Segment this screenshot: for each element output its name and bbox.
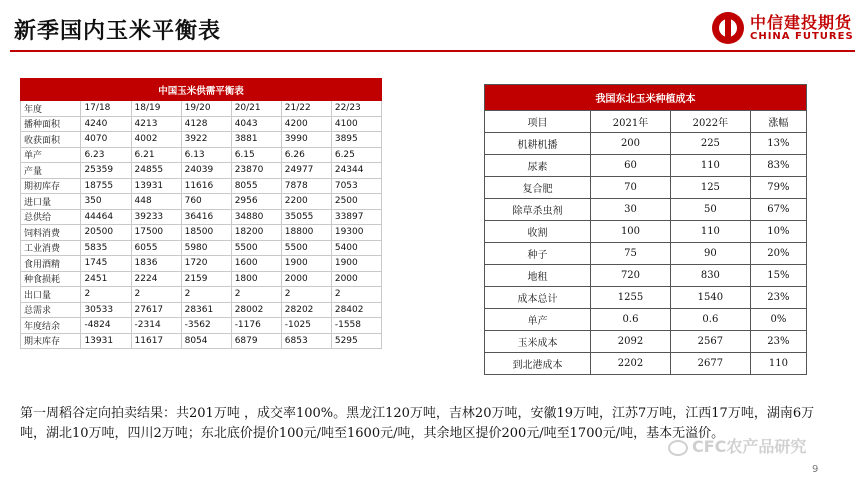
value-cell: 4070 — [81, 132, 131, 148]
row-label-cell: 出口量 — [21, 287, 81, 303]
table-row — [485, 265, 807, 287]
table2-title: 我国东北玉米种植成本 — [485, 85, 807, 111]
value-cell: 11616 — [181, 178, 231, 194]
value-cell: 27617 — [131, 302, 181, 318]
value-cell: 39233 — [131, 209, 181, 225]
value-cell: 225 — [670, 133, 750, 155]
table-row — [485, 353, 807, 375]
value-cell: 70 — [591, 177, 671, 199]
value-cell: 23% — [750, 287, 806, 309]
table-row — [21, 271, 382, 287]
value-cell: 1900 — [331, 256, 381, 272]
table-row — [485, 221, 807, 243]
value-cell: 5295 — [331, 333, 381, 349]
value-cell: 23870 — [231, 163, 281, 179]
logo-icon — [712, 12, 744, 44]
table-row — [485, 177, 807, 199]
row-label-cell: 进口量 — [21, 194, 81, 210]
row-label-cell: 期初库存 — [21, 178, 81, 194]
value-cell: 28361 — [181, 302, 231, 318]
table-row — [21, 178, 382, 194]
value-cell: 24855 — [131, 163, 181, 179]
table-row — [485, 155, 807, 177]
value-cell: 24977 — [281, 163, 331, 179]
value-cell: 60 — [591, 155, 671, 177]
value-cell: 79% — [750, 177, 806, 199]
value-cell: 6.23 — [81, 147, 131, 163]
value-cell: -1176 — [231, 318, 281, 334]
row-label-cell: 单产 — [21, 147, 81, 163]
page-number: 9 — [812, 464, 819, 475]
table-row — [21, 240, 382, 256]
row-label-cell: 项目 — [485, 111, 591, 133]
value-cell: 2 — [281, 287, 331, 303]
table-row — [485, 287, 807, 309]
value-cell: 6.25 — [331, 147, 381, 163]
row-label-cell: 产量 — [21, 163, 81, 179]
value-cell: 90 — [670, 243, 750, 265]
value-cell: 17/18 — [81, 101, 131, 117]
table-row — [485, 243, 807, 265]
table-row — [21, 116, 382, 132]
value-cell: 35055 — [281, 209, 331, 225]
value-cell: 1720 — [181, 256, 231, 272]
value-cell: 1745 — [81, 256, 131, 272]
row-label-cell: 年度结余 — [21, 318, 81, 334]
table-row — [485, 133, 807, 155]
table-row — [21, 225, 382, 241]
value-cell: 2224 — [131, 271, 181, 287]
value-cell: 2 — [81, 287, 131, 303]
value-cell: 28202 — [281, 302, 331, 318]
value-cell: 2000 — [281, 271, 331, 287]
value-cell: 7878 — [281, 178, 331, 194]
value-cell: 67% — [750, 199, 806, 221]
watermark — [668, 434, 806, 457]
value-cell: 44464 — [81, 209, 131, 225]
value-cell: 10% — [750, 221, 806, 243]
row-label-cell: 成本总计 — [485, 287, 591, 309]
table-row — [21, 287, 382, 303]
logo-en-text: CHINA FUTURES — [750, 31, 854, 42]
value-cell: 4128 — [181, 116, 231, 132]
table-row — [485, 309, 807, 331]
value-cell: 2 — [331, 287, 381, 303]
value-cell: 5500 — [281, 240, 331, 256]
value-cell: 2451 — [81, 271, 131, 287]
value-cell: 4100 — [331, 116, 381, 132]
value-cell: 0.6 — [670, 309, 750, 331]
value-cell: 4240 — [81, 116, 131, 132]
value-cell: 13931 — [81, 333, 131, 349]
value-cell: 2021年 — [591, 111, 671, 133]
value-cell: 4213 — [131, 116, 181, 132]
value-cell: 2092 — [591, 331, 671, 353]
value-cell: 21/22 — [281, 101, 331, 117]
value-cell: 2567 — [670, 331, 750, 353]
row-label-cell: 地租 — [485, 265, 591, 287]
table-row — [21, 147, 382, 163]
table-row — [21, 333, 382, 349]
value-cell: 18200 — [231, 225, 281, 241]
value-cell: 4043 — [231, 116, 281, 132]
value-cell: 6.26 — [281, 147, 331, 163]
auction-note: 第一周稻谷定向拍卖结果：共201万吨 ，成交率100%。黑龙江120万吨，吉林20万吨，安徽19万吨，江苏7万吨，江西17万吨，湖南6万吨，湖北10万吨，四川2万吨；东北底价提价100元/吨至1600元/吨，其余地区提价200元/吨至1700元/吨，基本无溢价。 — [20, 406, 815, 441]
wechat-icon — [668, 440, 688, 456]
row-label-cell: 总需求 — [21, 302, 81, 318]
title-rule — [10, 50, 855, 52]
value-cell: 19/20 — [181, 101, 231, 117]
value-cell: 30 — [591, 199, 671, 221]
table-row — [485, 199, 807, 221]
logo-cn-text: 中信建投期货 — [750, 13, 853, 32]
planting-cost-table — [484, 84, 807, 375]
value-cell: 20500 — [81, 225, 131, 241]
value-cell: 50 — [670, 199, 750, 221]
value-cell: 2677 — [670, 353, 750, 375]
value-cell: 2 — [131, 287, 181, 303]
watermark-text: CFC农产品研究 — [692, 437, 807, 456]
value-cell: 4002 — [131, 132, 181, 148]
value-cell: 5835 — [81, 240, 131, 256]
value-cell: 34880 — [231, 209, 281, 225]
row-label-cell: 收割 — [485, 221, 591, 243]
value-cell: 22/23 — [331, 101, 381, 117]
table-row — [21, 256, 382, 272]
row-label-cell: 收获面积 — [21, 132, 81, 148]
value-cell: 830 — [670, 265, 750, 287]
table-row — [21, 318, 382, 334]
value-cell: 110 — [750, 353, 806, 375]
value-cell: 0.6 — [591, 309, 671, 331]
table-row — [21, 163, 382, 179]
row-label-cell: 种子 — [485, 243, 591, 265]
value-cell: 18755 — [81, 178, 131, 194]
value-cell: 5980 — [181, 240, 231, 256]
value-cell: 11617 — [131, 333, 181, 349]
row-label-cell: 年度 — [21, 101, 81, 117]
value-cell: 6055 — [131, 240, 181, 256]
value-cell: 75 — [591, 243, 671, 265]
value-cell: 5500 — [231, 240, 281, 256]
value-cell: 3922 — [181, 132, 231, 148]
row-label-cell: 机耕机播 — [485, 133, 591, 155]
value-cell: 1800 — [231, 271, 281, 287]
row-label-cell: 播种面积 — [21, 116, 81, 132]
value-cell: 13931 — [131, 178, 181, 194]
company-logo — [712, 10, 862, 48]
row-label-cell: 食用酒精 — [21, 256, 81, 272]
row-label-cell: 饲料消费 — [21, 225, 81, 241]
value-cell: 2 — [231, 287, 281, 303]
value-cell: 200 — [591, 133, 671, 155]
value-cell: 110 — [670, 155, 750, 177]
value-cell: -2314 — [131, 318, 181, 334]
value-cell: 25359 — [81, 163, 131, 179]
row-label-cell: 期末库存 — [21, 333, 81, 349]
value-cell: 33897 — [331, 209, 381, 225]
row-label-cell: 除草杀虫剂 — [485, 199, 591, 221]
header-row — [21, 101, 382, 117]
value-cell: 3881 — [231, 132, 281, 148]
value-cell: 28002 — [231, 302, 281, 318]
value-cell: 110 — [670, 221, 750, 243]
value-cell: 720 — [591, 265, 671, 287]
value-cell: 13% — [750, 133, 806, 155]
value-cell: 2200 — [281, 194, 331, 210]
value-cell: 1900 — [281, 256, 331, 272]
value-cell: 7053 — [331, 178, 381, 194]
table-row — [485, 331, 807, 353]
value-cell: 83% — [750, 155, 806, 177]
row-label-cell: 单产 — [485, 309, 591, 331]
row-label-cell: 玉米成本 — [485, 331, 591, 353]
value-cell: 2202 — [591, 353, 671, 375]
row-label-cell: 工业消费 — [21, 240, 81, 256]
value-cell: 1600 — [231, 256, 281, 272]
table1-title: 中国玉米供需平衡表 — [21, 79, 382, 101]
value-cell: 1836 — [131, 256, 181, 272]
value-cell: 18500 — [181, 225, 231, 241]
value-cell: 3990 — [281, 132, 331, 148]
value-cell: 2956 — [231, 194, 281, 210]
row-label-cell: 复合肥 — [485, 177, 591, 199]
value-cell: 23% — [750, 331, 806, 353]
table-row — [21, 132, 382, 148]
value-cell: 125 — [670, 177, 750, 199]
header-row — [485, 111, 807, 133]
value-cell: 100 — [591, 221, 671, 243]
row-label-cell: 种食损耗 — [21, 271, 81, 287]
table-row — [21, 209, 382, 225]
value-cell: 24039 — [181, 163, 231, 179]
value-cell: 4200 — [281, 116, 331, 132]
value-cell: 350 — [81, 194, 131, 210]
value-cell: 涨幅 — [750, 111, 806, 133]
value-cell: -1025 — [281, 318, 331, 334]
row-label-cell: 总供给 — [21, 209, 81, 225]
value-cell: 2022年 — [670, 111, 750, 133]
value-cell: 20/21 — [231, 101, 281, 117]
value-cell: 448 — [131, 194, 181, 210]
value-cell: 8055 — [231, 178, 281, 194]
value-cell: 6.13 — [181, 147, 231, 163]
value-cell: 2159 — [181, 271, 231, 287]
value-cell: 3895 — [331, 132, 381, 148]
value-cell: 2 — [181, 287, 231, 303]
value-cell: 1540 — [670, 287, 750, 309]
value-cell: 20% — [750, 243, 806, 265]
value-cell: -3562 — [181, 318, 231, 334]
value-cell: 15% — [750, 265, 806, 287]
value-cell: 5400 — [331, 240, 381, 256]
value-cell: 760 — [181, 194, 231, 210]
value-cell: 2500 — [331, 194, 381, 210]
value-cell: 6.21 — [131, 147, 181, 163]
page-title: 新季国内玉米平衡表 — [14, 18, 222, 44]
value-cell: 19300 — [331, 225, 381, 241]
table-row — [21, 302, 382, 318]
value-cell: -4824 — [81, 318, 131, 334]
value-cell: 0% — [750, 309, 806, 331]
value-cell: 18800 — [281, 225, 331, 241]
row-label-cell: 到北港成本 — [485, 353, 591, 375]
value-cell: 36416 — [181, 209, 231, 225]
table-row — [21, 194, 382, 210]
value-cell: 24344 — [331, 163, 381, 179]
value-cell: 8054 — [181, 333, 231, 349]
supply-demand-table — [20, 78, 382, 349]
value-cell: 6.15 — [231, 147, 281, 163]
row-label-cell: 尿素 — [485, 155, 591, 177]
value-cell: 18/19 — [131, 101, 181, 117]
value-cell: 1255 — [591, 287, 671, 309]
value-cell: 28402 — [331, 302, 381, 318]
value-cell: 30533 — [81, 302, 131, 318]
value-cell: -1558 — [331, 318, 381, 334]
value-cell: 6879 — [231, 333, 281, 349]
value-cell: 17500 — [131, 225, 181, 241]
value-cell: 2000 — [331, 271, 381, 287]
value-cell: 6853 — [281, 333, 331, 349]
